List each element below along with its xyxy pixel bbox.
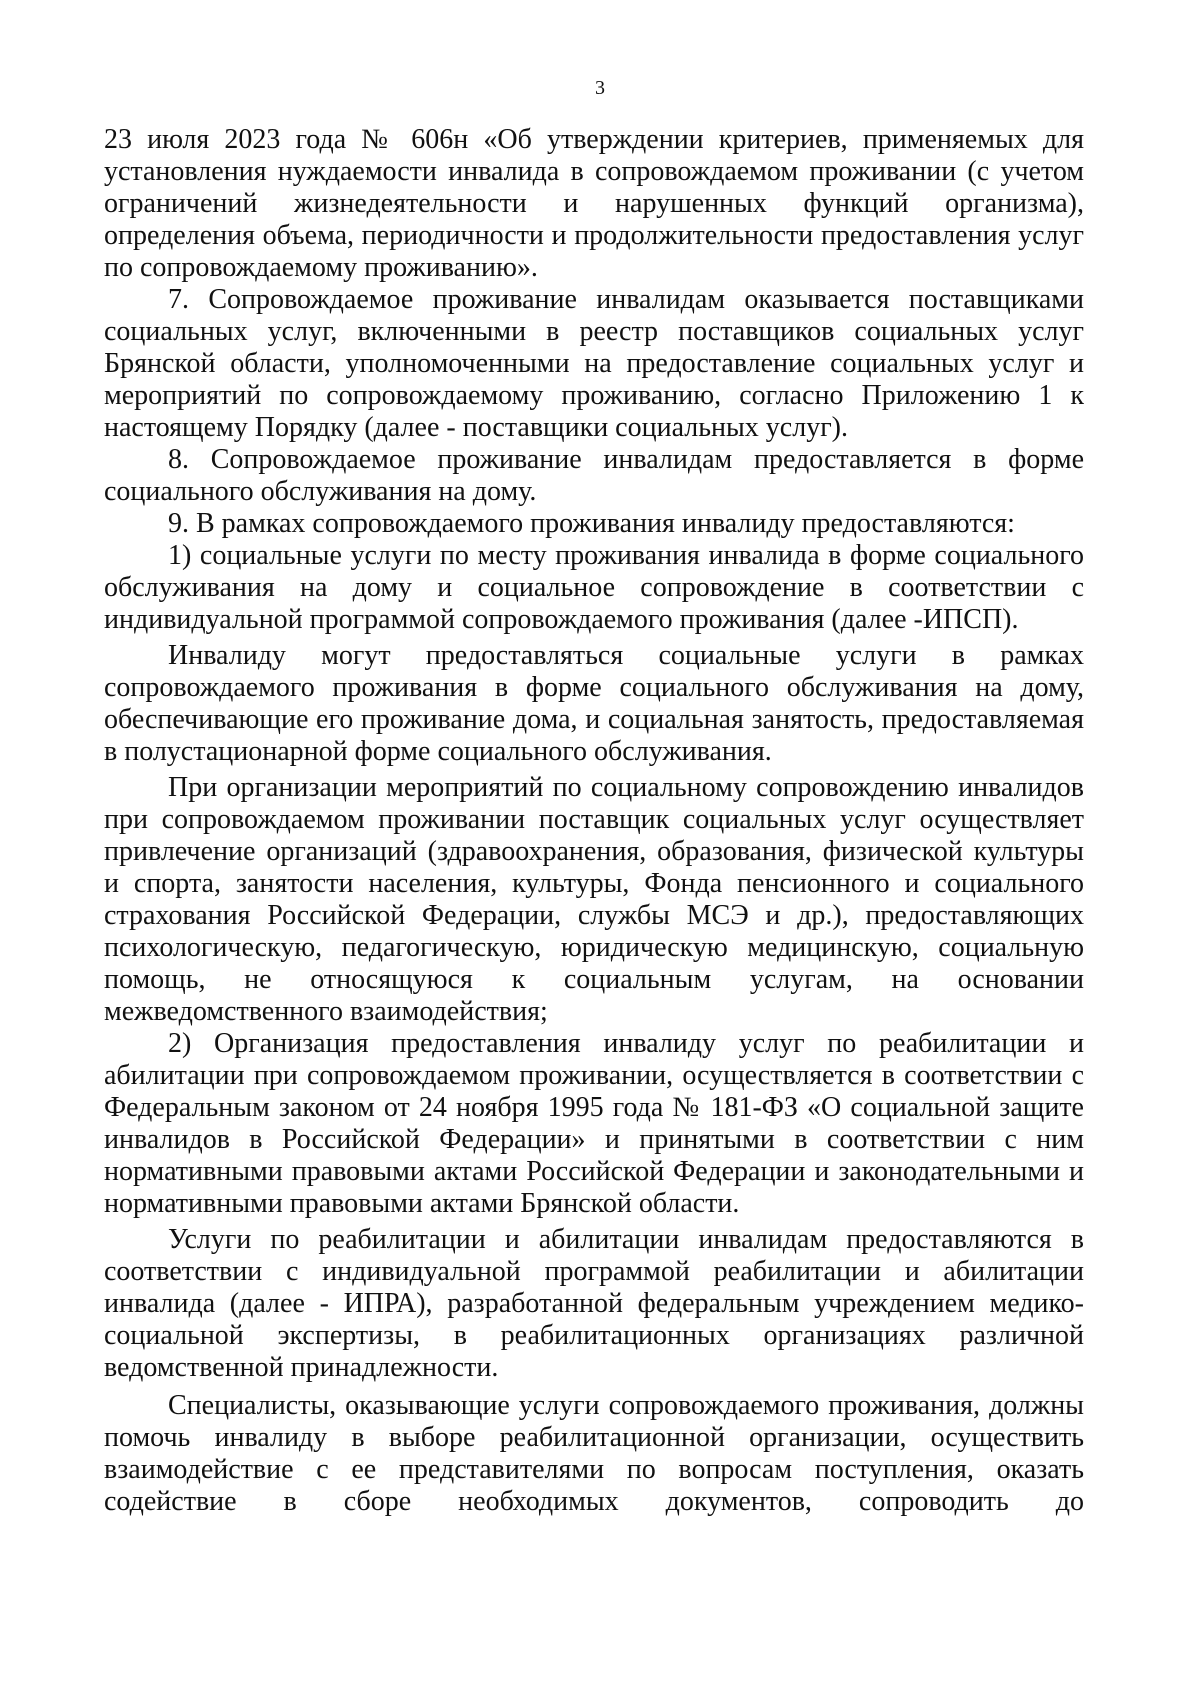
paragraph-continuation: 23 июля 2023 года № 606н «Об утверждении критериев, применяемых для установления нуждаемости инвалида в сопровождаемом проживании (с учетом ограничений жизнедеятельности и нарушенных функций организма), определения объема, периодичности и продолжительности предоставления услуг по сопровождаемому проживанию». xyxy=(104,124,1084,283)
paragraph-item-7: 7. Сопровождаемое проживание инвалидам оказывается поставщиками социальных услуг, включенными в реестр поставщиков социальных услуг Брянской области, уполномоченными на предоставление социальных услуг и мероприятий по сопровождаемому проживанию, согласно Приложению 1 к настоящему Порядку (далее - поставщики социальных услуг). xyxy=(104,284,1084,443)
paragraph-subitem-2: 2) Организация предоставления инвалиду услуг по реабилитации и абилитации при сопровождаемом проживании, осуществляется в соответствии с Федеральным законом от 24 ноября 1995 года № 181-ФЗ «О социальной защите инвалидов в Российской Федерации» и принятыми в соответствии с ним нормативными правовыми актами Российской Федерации и законодательными и нормативными правовыми актами Брянской области. xyxy=(104,1028,1084,1219)
paragraph-item-9: 9. В рамках сопровождаемого проживания инвалиду предоставляются: xyxy=(168,508,1015,539)
paragraph-text: Услуги по реабилитации и абилитации инвалидам предоставляются в соответствии с индивидуальной программой реабилитации и абилитации инвалида (далее - ИПРА), разработанной федеральным учреждением медико-социальной экспертизы, в реабилитационных организациях различной ведомственной принадлежности. xyxy=(104,1224,1084,1383)
page-number: 3 xyxy=(595,77,605,99)
paragraph-text: Специалисты, оказывающие услуги сопровождаемого проживания, должны помочь инвалиду в выборе реабилитационной организации, осуществить взаимодействие с ее представителями по вопросам поступления, оказать содействие в сборе необходимых документов, сопроводить до xyxy=(104,1390,1084,1517)
paragraph-subitem-1: 1) социальные услуги по месту проживания инвалида в форме социального обслуживания на дому и социальное сопровождение в соответствии с индивидуальной программой сопровождаемого проживания (далее -ИПСП). xyxy=(104,540,1084,635)
paragraph-text: Инвалиду могут предоставляться социальные услуги в рамках сопровождаемого проживания в форме социального обслуживания на дому, обеспечивающие его проживание дома, и социальная занятость, предоставляемая в полустационарной форме социального обслуживания. xyxy=(104,640,1084,767)
paragraph-item-8: 8. Сопровождаемое проживание инвалидам предоставляется в форме социального обслуживания на дому. xyxy=(104,444,1084,507)
paragraph-text: При организации мероприятий по социальному сопровождению инвалидов при сопровождаемом проживании поставщик социальных услуг осуществляет привлечение организаций (здравоохранения, образования, физической культуры и спорта, занятости населения, культуры, Фонда пенсионного и социального страхования Российской Федерации, службы МСЭ и др.), предоставляющих психологическую, педагогическую, юридическую медицинскую, социальную помощь, не относящуюся к социальным услугам, на основании межведомственного взаимодействия; xyxy=(104,772,1084,1027)
document-body xyxy=(104,124,1084,1518)
